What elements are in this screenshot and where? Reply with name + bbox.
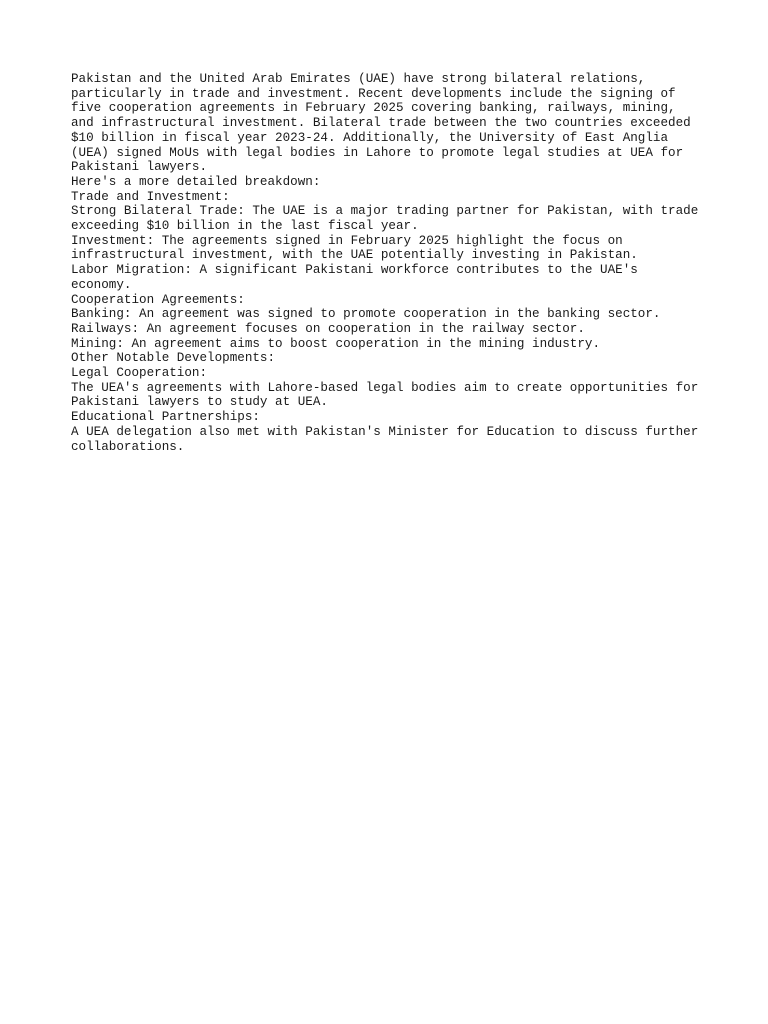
text-line: Banking: An agreement was signed to promote cooperation in the banking sector. — [71, 307, 661, 322]
section-heading: Cooperation Agreements: — [71, 292, 245, 307]
text-line: Strong Bilateral Trade: The UAE is a major trading partner for Pakistan, with trade — [71, 204, 699, 219]
text-line: The UEA's agreements with Lahore-based legal bodies aim to create opportunities for — [71, 380, 699, 395]
text-line: (UEA) signed MoUs with legal bodies in Lahore to promote legal studies at UEA for — [71, 145, 684, 160]
text-line: Here's a more detailed breakdown: — [71, 174, 321, 189]
text-line: Pakistani lawyers. — [71, 160, 208, 175]
text-line: five cooperation agreements in February 2025 covering banking, railways, mining, — [71, 101, 676, 116]
text-line: A UEA delegation also met with Pakistan's Minister for Education to discuss further — [71, 424, 699, 439]
text-line: and infrastructural investment. Bilateral trade between the two countries exceeded — [71, 116, 691, 131]
subsection-heading: Educational Partnerships: — [71, 410, 260, 425]
text-line: particularly in trade and investment. Recent developments include the signing of — [71, 86, 676, 101]
document-body — [71, 72, 711, 454]
text-line: collaborations. — [71, 439, 185, 454]
text-line: exceeding $10 billion in the last fiscal year. — [71, 219, 419, 234]
text-line: economy. — [71, 277, 132, 292]
section-heading: Other Notable Developments: — [71, 351, 276, 366]
text-line: Mining: An agreement aims to boost cooperation in the mining industry. — [71, 336, 601, 351]
text-line: $10 billion in fiscal year 2023-24. Additionally, the University of East Anglia — [71, 130, 669, 145]
text-line: Labor Migration: A significant Pakistani workforce contributes to the UAE's — [71, 263, 638, 278]
text-line: Railways: An agreement focuses on cooperation in the railway sector. — [71, 321, 585, 336]
text-line: Pakistan and the United Arab Emirates (UAE) have strong bilateral relations, — [71, 72, 646, 86]
text-line: Pakistani lawyers to study at UEA. — [71, 395, 328, 410]
section-heading: Trade and Investment: — [71, 189, 230, 204]
text-line: infrastructural investment, with the UAE potentially investing in Pakistan. — [71, 248, 638, 263]
text-line: Investment: The agreements signed in February 2025 highlight the focus on — [71, 233, 623, 248]
subsection-heading: Legal Cooperation: — [71, 366, 208, 381]
